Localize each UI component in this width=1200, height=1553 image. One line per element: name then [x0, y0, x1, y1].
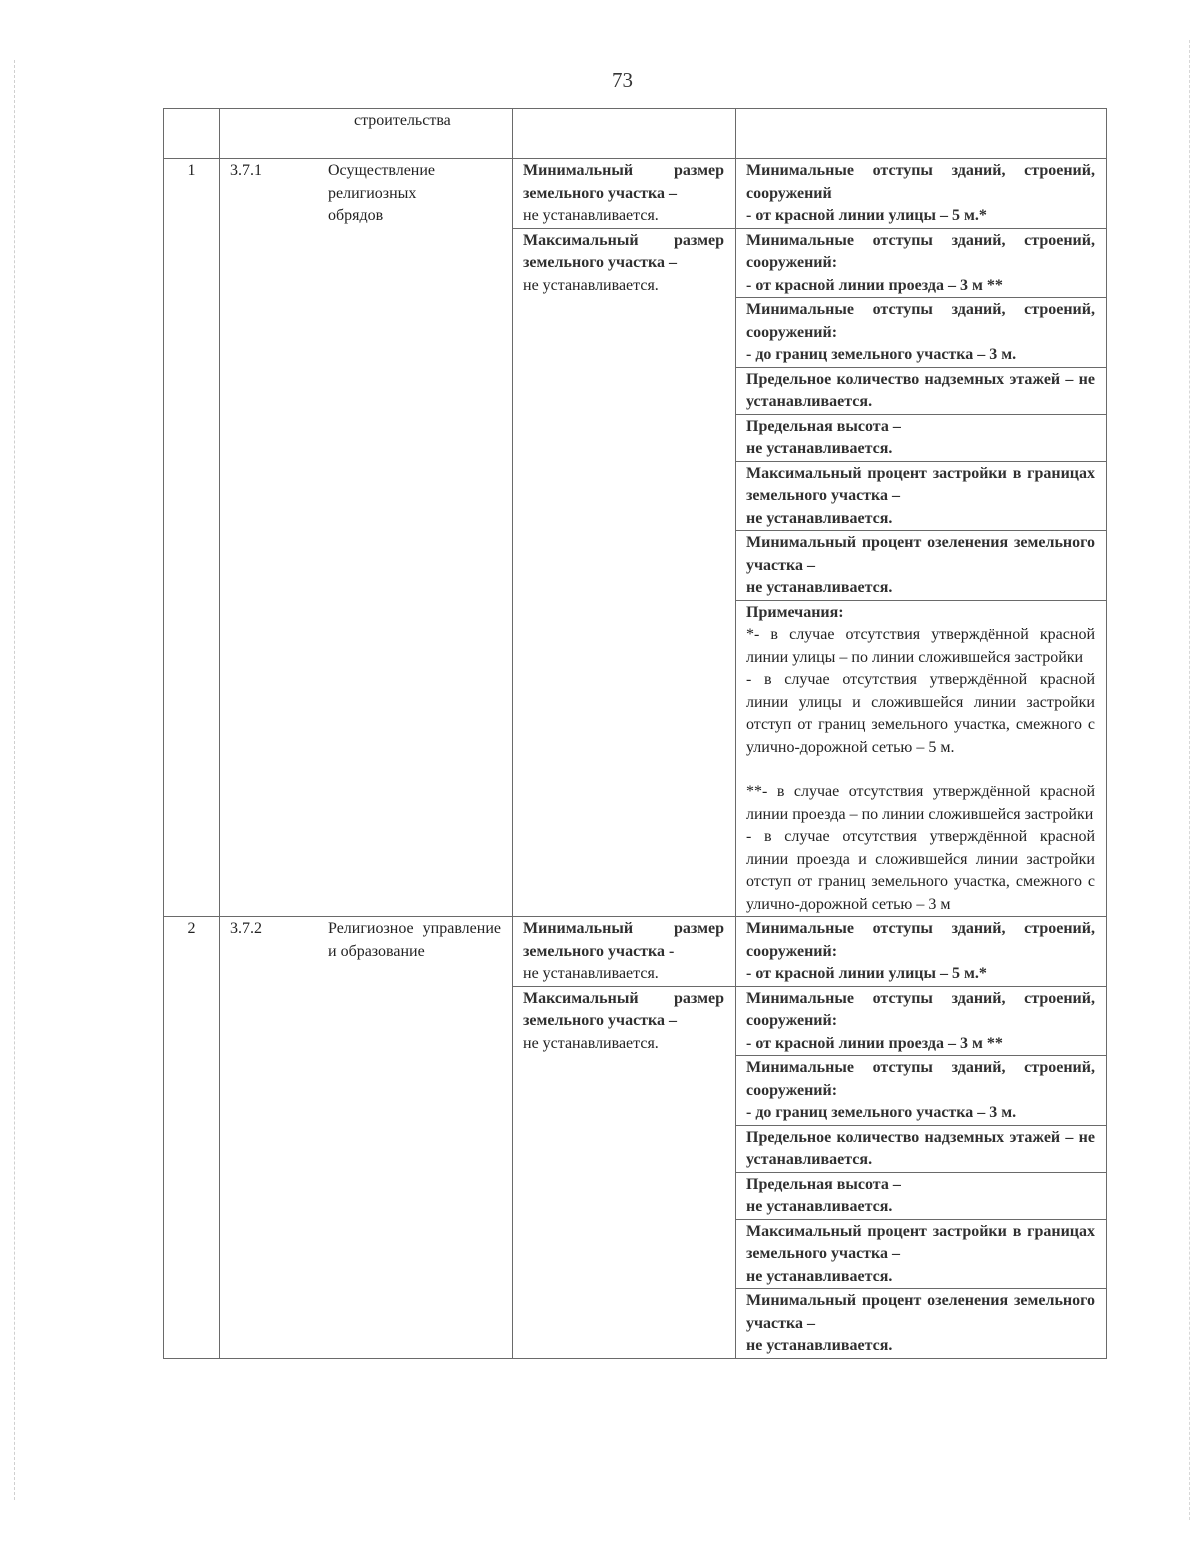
min-size-cell	[513, 159, 736, 229]
notes-cell	[736, 600, 1107, 917]
use-title-line: Религиозное управление и образование	[328, 920, 501, 960]
param-cell	[736, 461, 1107, 531]
param-head: Минимальные отступы зданий, строений, сооружений:	[746, 301, 1095, 341]
use-code: 3.7.2	[230, 920, 262, 937]
min-size-cell	[513, 917, 736, 987]
note-paragraph: *- в случае отсутствия утверждённой красной линии улицы – по линии сложившейся застройки	[746, 626, 1095, 666]
param-head: Предельная высота –	[746, 417, 901, 435]
param-head: Минимальные отступы зданий, строений, сооружений	[746, 162, 1095, 202]
param-cell: Предельное количество надземных этажей – не устанавливается.	[736, 367, 1107, 414]
num-cell	[164, 109, 220, 159]
min-size-value: не устанавливается.	[523, 965, 659, 982]
param-line: не устанавливается.	[746, 440, 893, 457]
max-size-cell	[513, 986, 736, 1358]
min-size-head: Минимальный размер земельного участка –	[523, 162, 724, 202]
max-size-head: Максимальный размер земельного участка –	[523, 231, 724, 271]
param-line: не устанавливается.	[746, 579, 893, 596]
param-cell	[736, 1056, 1107, 1126]
row-number: 2	[164, 917, 220, 1359]
note-gap	[746, 759, 1095, 781]
param-cell	[736, 986, 1107, 1056]
max-size-head: Максимальный размер земельного участка –	[523, 989, 724, 1029]
name-cell	[220, 109, 513, 159]
param-line: - от красной линии улицы – 5 м.*	[746, 207, 987, 224]
use-title-line: Осуществление	[328, 162, 436, 179]
note-paragraph: - в случае отсутствия утверждённой красной линии проезда и сложившейся линии застройки отступ от границ земельного участка, смежного с улично-дорожной сетью – 3 м	[746, 828, 1095, 913]
param-head: Максимальный процент застройки в границах земельного участка –	[746, 464, 1095, 504]
min-size-value: не устанавливается.	[523, 207, 659, 224]
param-line: не устанавливается.	[746, 509, 893, 527]
param-head: Минимальные отступы зданий, строений, сооружений:	[746, 1059, 1095, 1099]
param-cell	[736, 228, 1107, 298]
param-cell	[736, 917, 1107, 987]
param-line: не устанавливается.	[746, 1337, 893, 1354]
max-size-value: не устанавливается.	[523, 1034, 659, 1052]
table-row-1	[164, 159, 1107, 229]
param-line: - от красной линии проезда – 3 м **	[746, 1034, 1003, 1052]
param-line: не устанавливается.	[746, 1267, 893, 1285]
note-paragraph: - в случае отсутствия утверждённой красной линии улицы и сложившейся линии застройки отступ от границ земельного участка, смежного с улично-дорожной сетью – 5 м.	[746, 671, 1095, 756]
param-line: - от красной линии проезда – 3 м **	[746, 276, 1003, 294]
use-title-line: религиозных	[328, 184, 417, 202]
param-cell	[736, 414, 1107, 461]
param-line: - до границ земельного участка – 3 м.	[746, 346, 1017, 363]
notes-head: Примечания:	[746, 603, 844, 621]
param-cell: Предельное количество надземных этажей – не устанавливается.	[736, 1125, 1107, 1172]
param-cell	[736, 531, 1107, 601]
param-cell	[736, 1289, 1107, 1359]
min-size-head: Минимальный размер земельного участка -	[523, 920, 724, 960]
table-row-continued	[164, 109, 1107, 159]
param-cell	[736, 1219, 1107, 1289]
max-size-value: не устанавливается.	[523, 276, 659, 294]
param-cell	[736, 1172, 1107, 1219]
scan-edge-left	[14, 60, 15, 1500]
param-head: Минимальные отступы зданий, строений, сооружений:	[746, 231, 1095, 271]
size-cell	[513, 109, 736, 159]
name-tail: строительства	[354, 112, 451, 129]
use-name-cell	[220, 917, 513, 1359]
param-cell	[736, 109, 1107, 159]
param-head: Минимальные отступы зданий, строений, сооружений:	[746, 989, 1095, 1029]
param-line: не устанавливается.	[746, 1198, 893, 1215]
param-line: - от красной линии улицы – 5 м.*	[746, 965, 987, 982]
param-head: Минимальный процент озеленения земельного участка –	[746, 534, 1095, 574]
param-head: Минимальный процент озеленения земельного участка –	[746, 1292, 1095, 1332]
use-code: 3.7.1	[230, 162, 262, 179]
param-cell	[736, 159, 1107, 229]
param-line: - до границ земельного участка – 3 м.	[746, 1104, 1017, 1121]
use-title-line: обрядов	[328, 207, 384, 224]
param-head: Минимальные отступы зданий, строений, сооружений:	[746, 920, 1095, 960]
use-name-cell	[220, 159, 513, 917]
scan-edge-right	[1189, 40, 1190, 1520]
param-head: Предельная высота –	[746, 1175, 901, 1193]
row-number: 1	[164, 159, 220, 917]
table-row-2	[164, 917, 1107, 987]
param-head: Максимальный процент застройки в границах земельного участка –	[746, 1222, 1095, 1262]
max-size-cell	[513, 228, 736, 917]
param-cell	[736, 298, 1107, 368]
page-number: 73	[612, 68, 633, 92]
note-paragraph: **- в случае отсутствия утверждённой красной линии проезда – по линии сложившейся застройки	[746, 783, 1095, 823]
regulations-table	[163, 108, 1107, 1359]
